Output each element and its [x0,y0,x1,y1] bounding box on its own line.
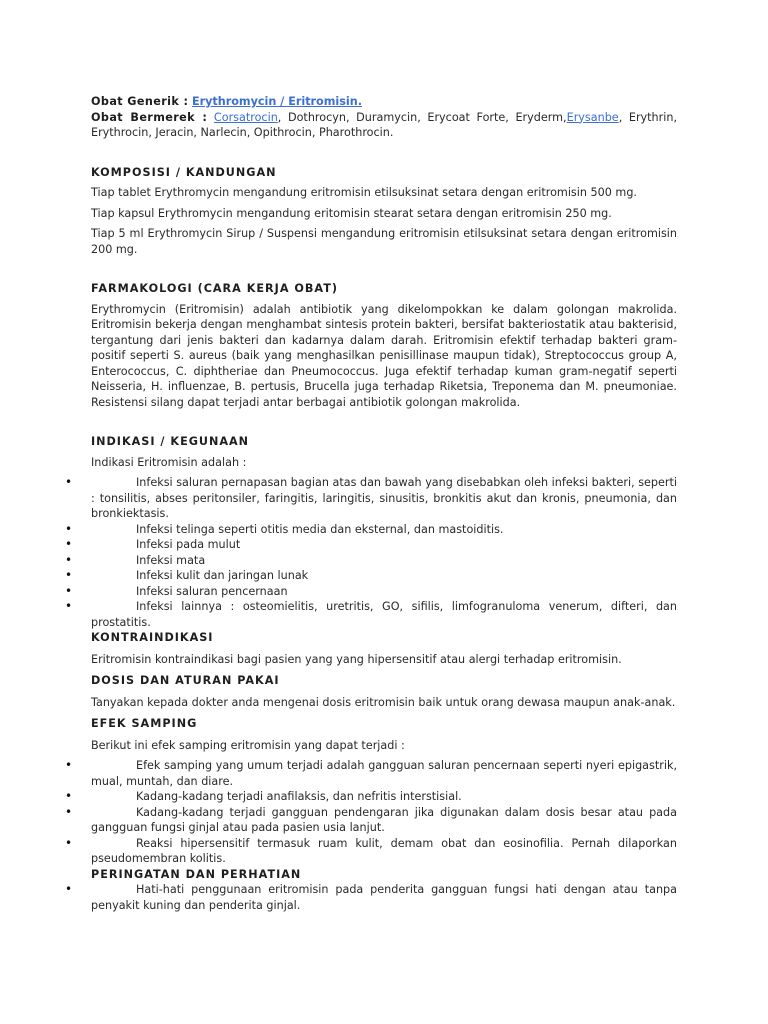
bullet-icon: • [65,537,73,551]
section-title-farmakologi: FARMAKOLOGI (CARA KERJA OBAT) [91,282,338,295]
bullet-icon: • [65,804,73,819]
brand-link-corsatrocin[interactable]: Corsatrocin [213,110,278,124]
komposisi-kapsul: Tiap kapsul Erythromycin mengandung eritomisin stearat setara dengan eritromisin 250 mg. [91,206,612,220]
section-title-kontraindikasi: KONTRAINDIKASI [91,631,214,644]
list-item: • Hati-hati penggunaan eritromisin pada penderita gangguan fungsi hati dengan atau tanpa penyakit kuning dan penderita ginjal. [65,882,677,912]
list-item: • Efek samping yang umum terjadi adalah gangguan saluran pencernaan seperti nyeri epigastrik, mual, muntah, dan diare. [65,758,677,788]
bullet-icon: • [65,552,73,567]
list-item: • Infeksi lainnya : osteomielitis, uretritis, GO, sifilis, limfogranuloma venerum, difteri, dan prostatitis. [65,599,677,629]
brand-text-1: , Dothrocyn, Duramycin, Erycoat Forte, Eryderm, [277,110,567,124]
list-item: • Kadang-kadang terjadi gangguan pendengaran jika digunakan dalam dosis besar atau pada gangguan fungsi ginjal atau pada pasien usia lanjut. [65,804,677,834]
indikasi-list [65,475,677,630]
komposisi-sirup: Tiap 5 ml Erythromycin Sirup / Suspensi mengandung eritromisin etilsuksinat setara dengan eritromisin 200 mg. [91,227,677,256]
brand-link-erysanbe[interactable]: Erysanbe [566,110,619,124]
kontraindikasi-text: Eritromisin kontraindikasi bagi pasien yang yang hipersensitif atau alergi terhadap eritromisin. [91,652,622,666]
bullet-icon: • [65,789,73,803]
list-item: • Infeksi kulit dan jaringan lunak [65,568,309,582]
generic-label: Obat Generik : [91,95,189,108]
brand-text-2: , Erythrin, Erythrocin, Jeracin, Narlecin, Opithrocin, Pharothrocin. [91,110,678,139]
efek-intro: Berikut ini efek samping eritromisin yang dapat terjadi : [91,738,405,752]
dosis-text: Tanyakan kepada dokter anda mengenai dosis eritromisin baik untuk orang dewasa maupun anak-anak. [91,695,676,709]
document-page [65,94,678,913]
bullet-icon: • [65,758,73,772]
generic-link[interactable]: Erythromycin / Eritromisin. [191,95,362,108]
bullet-icon: • [65,521,73,536]
section-title-komposisi: KOMPOSISI / KANDUNGAN [91,165,277,179]
section-title-peringatan: PERINGATAN DAN PERHATIAN [91,867,302,881]
section-title-efek-samping: EFEK SAMPING [91,717,198,730]
list-item: • Infeksi saluran pernapasan bagian atas dan bawah yang disebabkan oleh infeksi bakteri, seperti : tonsilitis, abses peritonsiler, faringitis, laringitis, sinusitis, bronkitis akut dan kronis, pneumonia, dan bronkiektasis. [65,475,677,520]
efek-list [65,758,677,867]
bullet-icon: • [65,835,73,850]
komposisi-tablet: Tiap tablet Erythromycin mengandung eritromisin etilsuksinat setara dengan eritromisin 500 mg. [91,186,637,199]
section-title-indikasi: INDIKASI / KEGUNAAN [91,435,250,448]
generic-name-line [91,94,677,110]
brand-label: Obat Bermerek : [91,110,208,124]
list-item: • Reaksi hipersensitif termasuk ruam kulit, demam obat dan eosinofilia. Pernah dilaporkan pseudomembran kolitis. [65,835,677,865]
section-title-dosis: DOSIS DAN ATURAN PAKAI [91,674,280,687]
list-item: • Kadang-kadang terjadi anafilaksis, dan nefritis interstisial. [65,789,462,803]
brand-names-line [91,110,677,141]
bullet-icon: • [65,475,73,489]
bullet-icon: • [65,568,73,582]
bullet-icon: • [65,882,73,896]
list-item: • Infeksi saluran pencernaan [65,583,288,598]
list-item: • Infeksi telinga seperti otitis media dan eksternal, dan mastoiditis. [65,521,504,536]
indikasi-intro: Indikasi Eritromisin adalah : [91,455,247,469]
peringatan-list [65,882,677,913]
bullet-icon: • [65,599,73,613]
list-item: • Infeksi pada mulut [65,537,241,551]
list-item: • Infeksi mata [65,552,206,567]
bullet-icon: • [65,583,73,598]
farmakologi-text: Erythromycin (Eritromisin) adalah antibiotik yang dikelompokkan ke dalam golongan makrolida. Eritromisin bekerja dengan menghambat sintesis protein bakteri, bersifat bakteriostatik atau bakterisid, tergantung dari jenis bakteri dan kadarnya dalam darah. Eritromisin efektif terhadap bakteri gram-positif seperti S. aureus (baik yang menghasilkan penisillinase maupun tidak), Streptococcus group A, Enterococcus, C. diphtheriae dan Pneumococcus. Juga efektif terhadap kuman gram-negatif seperti Neisseria, H. influenzae, B. pertusis, Brucella juga terhadap Riketsia, Treponema dan M. pneumoniae. Resistensi silang dapat terjadi antar berbagai antibiotik golongan makrolida. [91,302,677,409]
